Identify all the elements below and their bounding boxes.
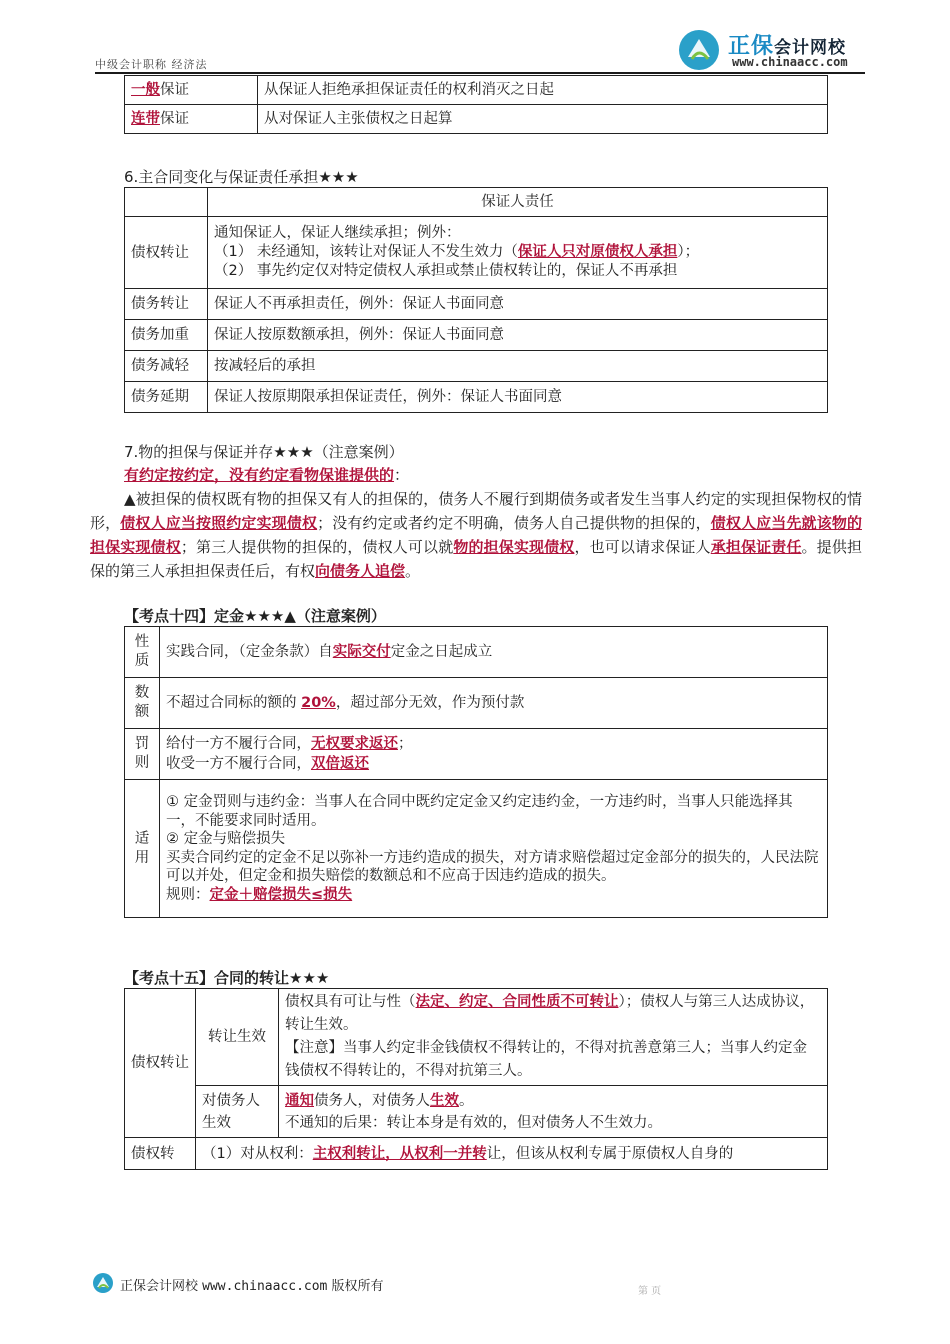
- table-cell-label: 债务加重: [125, 320, 208, 351]
- table-row: [125, 217, 828, 289]
- table-cell-text: （1）对从权利：主权利转让，从权利一并转让，但该从权利专属于原债权人自身的: [196, 1138, 828, 1170]
- footer-copyright: 正保会计网校 www.chinaacc.com 版权所有: [120, 1279, 384, 1294]
- table-cell-text: 债权具有可让与性（法定、约定、合同性质不可转让）；债权人与第三人达成协议，转让生效。 【注意】当事人约定非金钱债权不得转让的，不得对抗善意第三人；当事人约定金钱债权不得转让的，不得对抗第三人。: [279, 989, 828, 1086]
- table-cell-label: 罚则: [125, 729, 160, 780]
- table-cell-text: 按减轻后的承担: [208, 351, 828, 382]
- section-7-paragraph: ▲被担保的债权既有物的担保又有人的担保的，债务人不履行到期债务或者发生当事人约定的实现担保物权的情形，债权人应当按照约定实现债权；没有约定或者约定不明确，债务人自己提供物的担保的，债权人应当先就该物的担保实现债权；第三人提供物的担保的，债权人可以就物的担保实现债权，也可以请求保证人承担保证责任。提供担保的第三人承担担保责任后，有权向债务人追偿。: [90, 490, 862, 580]
- header-divider: [95, 72, 865, 74]
- table-cell-group-label: 债权转让: [125, 989, 196, 1138]
- table-cell-label: 一般保证: [125, 76, 258, 105]
- logo-url[interactable]: www.chinaacc.com: [732, 55, 848, 69]
- section-7-rule: 有约定按约定，没有约定看物保谁提供的：: [124, 466, 410, 484]
- footer-logo-icon: [92, 1272, 114, 1294]
- section-6-table: [124, 187, 828, 413]
- table-row: [125, 627, 828, 678]
- table-row: [125, 105, 828, 134]
- table-cell-sublabel: 对债务人生效: [196, 1086, 279, 1138]
- table-row: [125, 382, 828, 413]
- table-cell-text: 给付一方不履行合同，无权要求返还； 收受一方不履行合同，双倍返还: [160, 729, 828, 780]
- table-cell-empty: [125, 188, 208, 217]
- brand-logo[interactable]: [678, 27, 868, 73]
- table-cell-text: 通知保证人，保证人继续承担；例外： （1） 未经通知，该转让对保证人不发生效力（保证人只对原债权人承担）； （2） 事先约定仅对特定债权人承担或禁止债权转让的，保证人不再承担: [208, 217, 828, 289]
- table-cell-label: 债务延期: [125, 382, 208, 413]
- section-14-title: 【考点十四】定金★★★▲（注意案例）: [124, 607, 386, 625]
- table-cell-text: 保证人按原数额承担，例外：保证人书面同意: [208, 320, 828, 351]
- table-cell-text: 实践合同，（定金条款）自实际交付定金之日起成立: [160, 627, 828, 678]
- table-cell-sublabel: 转让生效: [196, 989, 279, 1086]
- table-row: [125, 76, 828, 105]
- table-cell-label: 债权转让: [125, 217, 208, 289]
- table-row: [125, 729, 828, 780]
- table-cell-label: 债务转让: [125, 289, 208, 320]
- table-cell-label: 债务减轻: [125, 351, 208, 382]
- table-row: [125, 1086, 828, 1138]
- table-row: [125, 351, 828, 382]
- table-cell-text: 保证人不再承担责任，例外：保证人书面同意: [208, 289, 828, 320]
- table-cell-text: 从对保证人主张债权之日起算: [258, 105, 828, 134]
- table-column-header: 保证人责任: [208, 188, 828, 217]
- table-row: [125, 989, 828, 1086]
- table-cell-label: 性质: [125, 627, 160, 678]
- table-cell-group-label: 债权转: [125, 1138, 196, 1170]
- table-cell-text: ① 定金罚则与违约金：当事人在合同中既约定定金又约定违约金，一方违约时，当事人只能选择其一，不能要求同时适用。 ② 定金与赔偿损失 买卖合同约定的定金不足以弥补一方违约造成的损失，对方请求赔偿超过定金部分的损失的，人民法院可以并处，但定金和损失赔偿的数额总和不应高于因违约造成的损失。 规则：定金＋赔偿损失≤损失: [160, 780, 828, 918]
- logo-emblem-icon: [678, 29, 720, 71]
- table-cell-text: 通知债务人，对债务人生效。 不通知的后果：转让本身是有效的，但对债务人不生效力。: [279, 1086, 828, 1138]
- contract-transfer-table: [124, 988, 828, 1170]
- table-row: [125, 678, 828, 729]
- table-row: [125, 289, 828, 320]
- section-6-title: 6.主合同变化与保证责任承担★★★: [124, 168, 359, 186]
- deposit-table: [124, 626, 828, 918]
- table-cell-text: 不超过合同标的额的 20%，超过部分无效，作为预付款: [160, 678, 828, 729]
- header-running-title: 中级会计职称 经济法: [95, 58, 208, 70]
- table-cell-label: 数额: [125, 678, 160, 729]
- section-7-title: 7.物的担保与保证并存★★★（注意案例）: [124, 443, 404, 461]
- table-row: [125, 780, 828, 918]
- table-cell-label: 连带保证: [125, 105, 258, 134]
- table-cell-text: 保证人按原期限承担保证责任，例外：保证人书面同意: [208, 382, 828, 413]
- page-number: 第 页: [638, 1286, 662, 1297]
- logo-title: 正保会计网校: [728, 34, 847, 59]
- table-row: [125, 1138, 828, 1170]
- table-cell-text: 从保证人拒绝承担保证责任的权利消灭之日起: [258, 76, 828, 105]
- section-15-title: 【考点十五】合同的转让★★★: [124, 969, 330, 987]
- table-cell-label: 适用: [125, 780, 160, 918]
- table-row: [125, 320, 828, 351]
- guarantee-period-table: [124, 75, 828, 134]
- table-header-row: [125, 188, 828, 217]
